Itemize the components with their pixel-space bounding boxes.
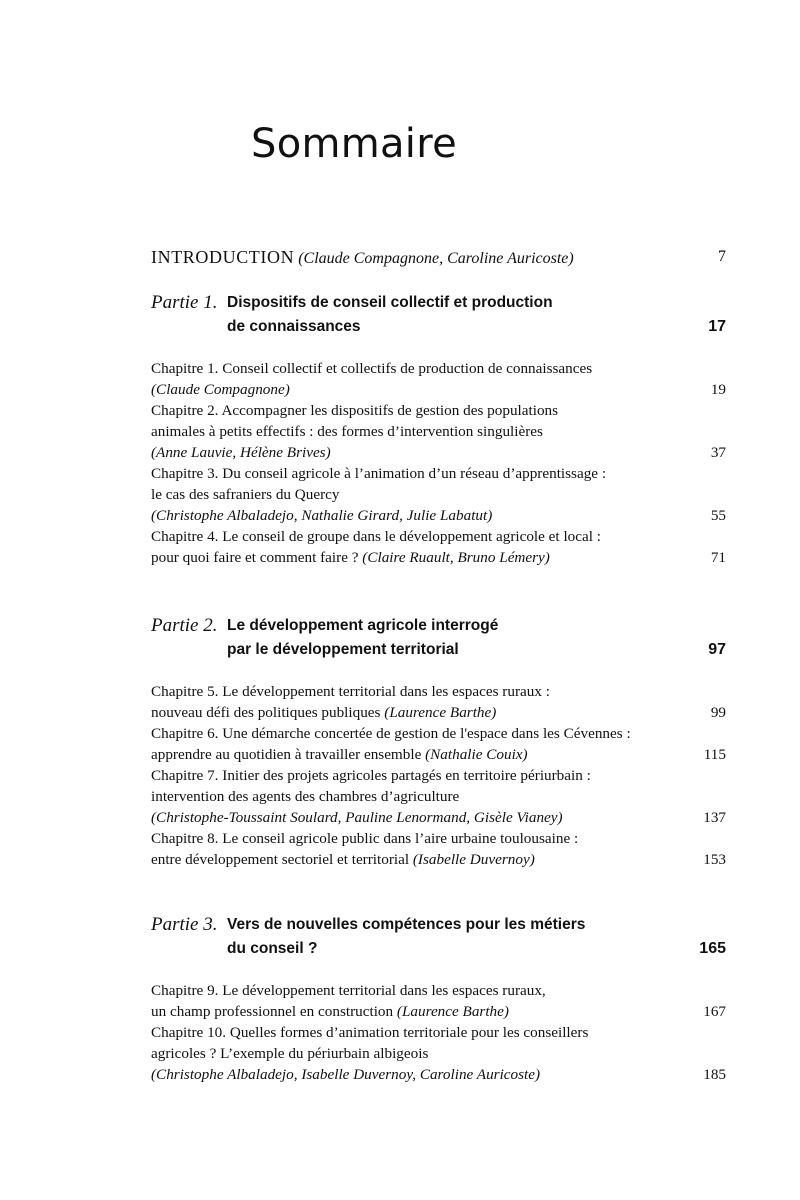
part-page: 97 [708, 641, 726, 658]
chapter-page: 19 [710, 381, 726, 398]
chapter-authors: (Laurence Barthe) [396, 1003, 509, 1020]
chapter-entry [151, 828, 726, 870]
chapter-line-prefix: apprendre au quotidien à travailler ensemble [151, 746, 426, 763]
chapter-line: Chapitre 6. Une démarche concertée de gestion de l'espace dans les Cévennes : [151, 725, 631, 742]
chapter-line-prefix: entre développement sectoriel et territorial [151, 851, 413, 868]
chapter-page: 137 [703, 809, 726, 826]
chapter-page: 99 [710, 704, 726, 721]
chapter-line: Chapitre 9. Le développement territorial dans les espaces ruraux, [151, 982, 546, 999]
part-title-line-2: de connaissances [227, 318, 361, 335]
chapter-line: Chapitre 5. Le développement territorial dans les espaces ruraux : [151, 683, 550, 700]
chapter-authors: (Nathalie Couix) [425, 746, 528, 763]
chapter-authors: (Christophe Albaladejo, Nathalie Girard, Julie Labatut) [151, 507, 493, 524]
part-3-heading [151, 913, 726, 961]
chapter-page: 37 [710, 444, 726, 461]
chapter-entry [151, 358, 726, 400]
chapter-line: Chapitre 2. Accompagner les dispositifs de gestion des populations [151, 402, 559, 419]
chapter-page: 71 [710, 549, 726, 566]
part-1-chapters [151, 358, 726, 568]
chapter-line: le cas des safraniers du Quercy [151, 486, 340, 503]
introduction-authors: (Claude Compagnone, Caroline Auricoste) [298, 250, 574, 267]
chapter-page: 167 [703, 1003, 726, 1020]
chapter-line: Chapitre 4. Le conseil de groupe dans le développement agricole et local : [151, 528, 601, 545]
chapter-line: Chapitre 3. Du conseil agricole à l’animation d’un réseau d’apprentissage : [151, 465, 607, 482]
chapter-line: Chapitre 7. Initier des projets agricoles partagés en territoire périurbain : [151, 767, 591, 784]
chapter-line: Chapitre 8. Le conseil agricole public dans l’aire urbaine toulousaine : [151, 830, 579, 847]
chapter-line: Chapitre 10. Quelles formes d’animation territoriale pour les conseillers [151, 1024, 589, 1041]
chapter-line: agricoles ? L’exemple du périurbain albigeois [151, 1045, 429, 1062]
chapter-entry [151, 765, 726, 828]
chapter-authors: (Isabelle Duvernoy) [412, 851, 535, 868]
chapter-authors: (Christophe-Toussaint Soulard, Pauline Lenormand, Gisèle Vianey) [151, 809, 563, 826]
chapter-page: 153 [703, 851, 726, 868]
part-title-line-1: Le développement agricole interrogé [227, 617, 499, 634]
page-title: Sommaire [251, 121, 457, 167]
part-title-line-1: Dispositifs de conseil collectif et production [227, 294, 553, 311]
chapter-page: 55 [710, 507, 726, 524]
chapter-page: 115 [703, 746, 726, 763]
chapter-authors: (Laurence Barthe) [384, 704, 497, 721]
chapter-authors: (Christophe Albaladejo, Isabelle Duvernoy, Caroline Auricoste) [151, 1066, 541, 1083]
chapter-entry [151, 980, 726, 1022]
chapter-authors: (Anne Lauvie, Hélène Brives) [151, 444, 331, 461]
chapter-entry [151, 1022, 726, 1085]
part-title-line-2: par le développement territorial [227, 641, 459, 658]
part-title-line-2: du conseil ? [227, 940, 318, 957]
chapter-line: intervention des agents des chambres d’agriculture [151, 788, 460, 805]
part-1-heading [151, 291, 726, 339]
introduction-label: INTRODUCTION [151, 247, 295, 267]
part-page: 17 [708, 318, 726, 335]
part-page: 165 [699, 940, 726, 957]
chapter-entry [151, 400, 726, 463]
chapter-authors: (Claude Compagnone) [151, 381, 290, 398]
chapter-authors: (Claire Ruault, Bruno Lémery) [362, 549, 550, 566]
chapter-line-prefix: un champ professionnel en construction [151, 1003, 397, 1020]
chapter-page: 185 [703, 1066, 726, 1083]
part-3-chapters [151, 980, 726, 1085]
part-label: Partie 3. [151, 914, 218, 935]
part-2-chapters [151, 681, 726, 870]
introduction-page: 7 [718, 248, 726, 265]
chapter-entry [151, 681, 726, 723]
chapter-line-prefix: pour quoi faire et comment faire ? [151, 549, 363, 566]
chapter-entry [151, 526, 726, 568]
part-title-line-1: Vers de nouvelles compétences pour les métiers [227, 916, 586, 933]
chapter-line: Chapitre 1. Conseil collectif et collectifs de production de connaissances [151, 360, 593, 377]
part-label: Partie 1. [151, 292, 218, 313]
part-label: Partie 2. [151, 615, 218, 636]
part-2-heading [151, 614, 726, 662]
chapter-entry [151, 723, 726, 765]
introduction-entry [151, 246, 726, 270]
chapter-line-prefix: nouveau défi des politiques publiques [151, 704, 385, 721]
chapter-line: animales à petits effectifs : des formes d’intervention singulières [151, 423, 543, 440]
chapter-entry [151, 463, 726, 526]
